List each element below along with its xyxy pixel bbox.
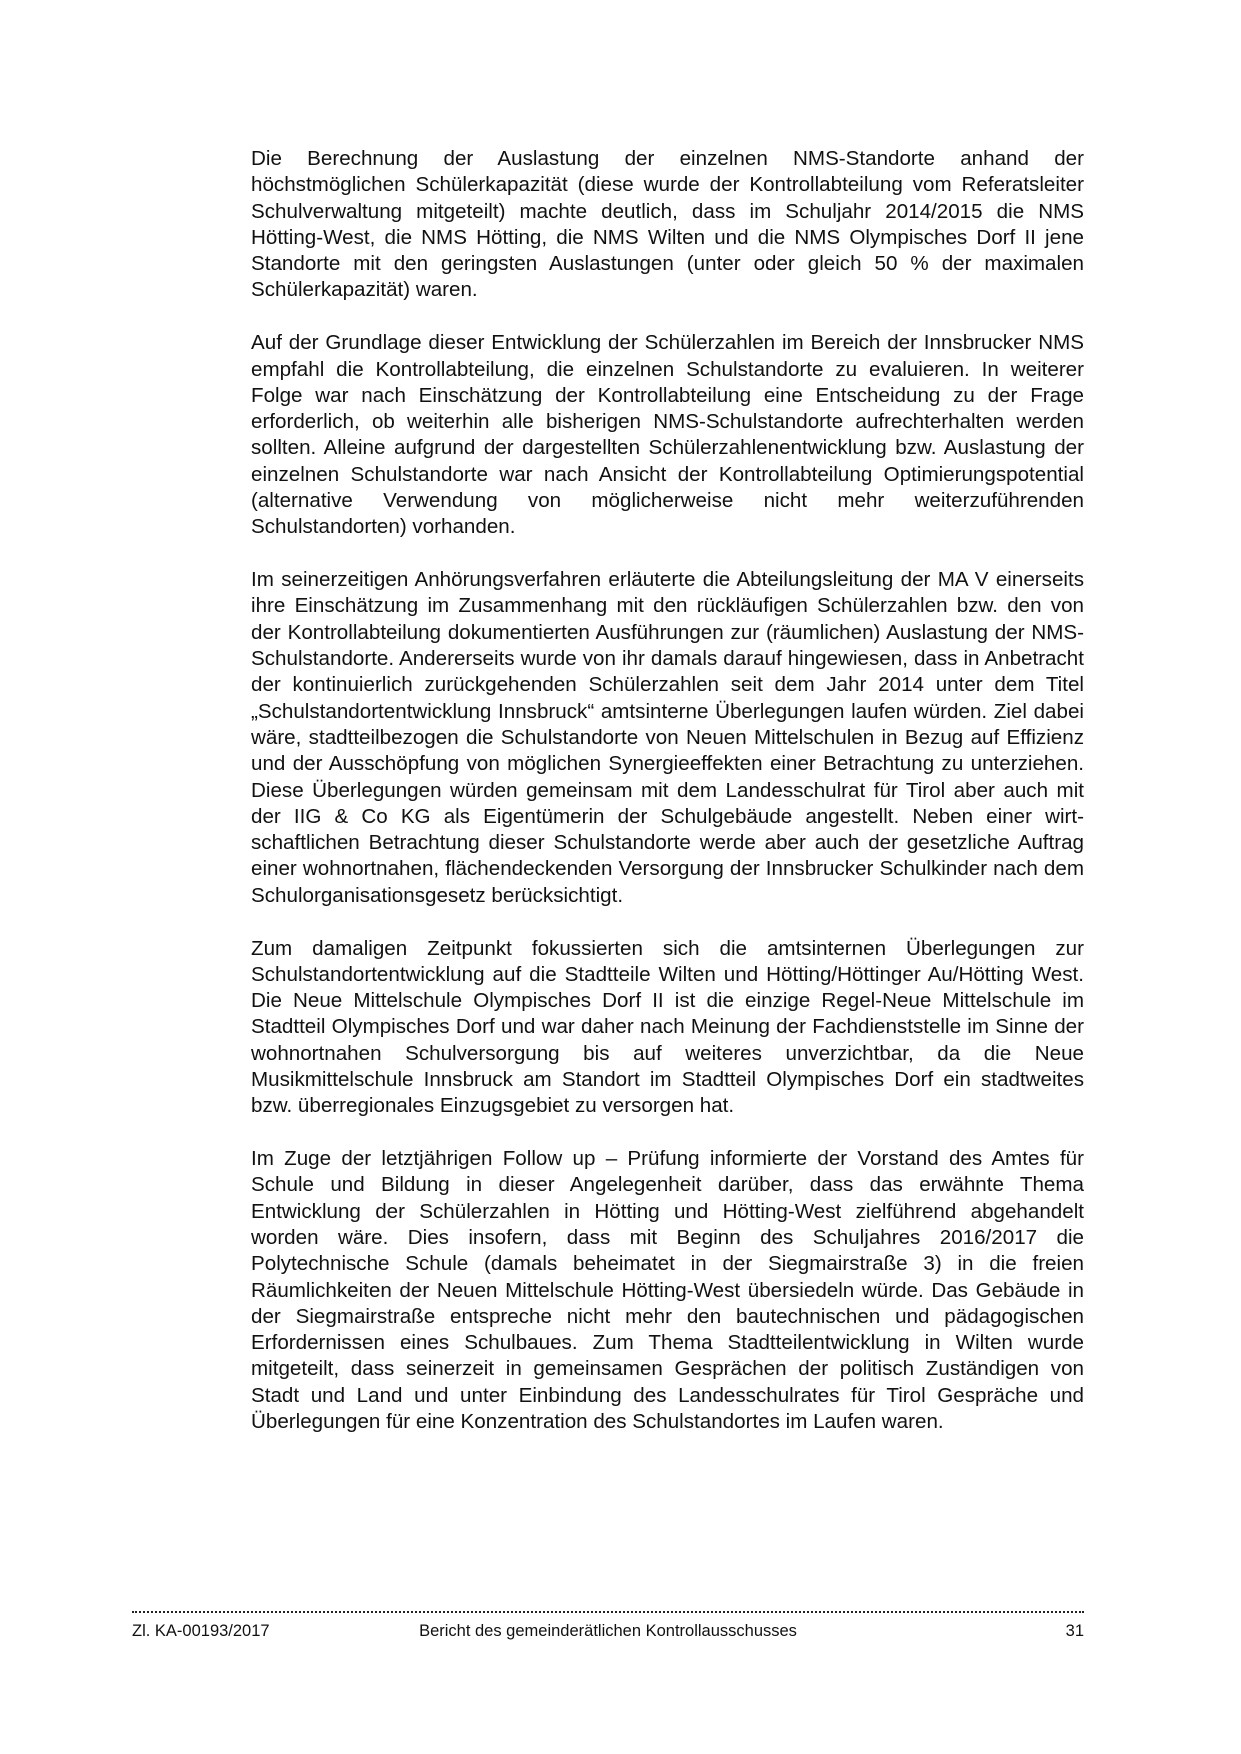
paragraph-auslastung: Die Berechnung der Auslastung der einzelnen NMS-Standorte anhand der höchstmöglichen Schülerkapazität (diese wurde der Kontrollabteilung vom Referatsleiter Schulverwaltung mitgeteilt) machte deutlich, dass im Schuljahr 2014/2015 die NMS Hötting-West, die NMS Hötting, die NMS Wilten und die NMS Olympisches Dorf II jene Standorte mit den geringsten Auslastungen (unter oder gleich 50 % der maximalen Schülerkapazität) waren. — [251, 147, 1084, 302]
paragraph-schulstandortentwicklung: Zum damaligen Zeitpunkt fokussierten sich die amtsinternen Überlegungen zur Schulstandortentwicklung auf die Stadtteile Wilten und Hötting/Höttinger Au/Hötting West. Die Neue Mittelschule Olympisches Dorf II ist die einzige Regel-Neue Mittelschule im Stadtteil Olympisches Dorf und war daher nach Meinung der Fachdienststelle im Sinne der wohnortnahen Schulversorgung bis auf weiteres unverzichtbar, da die Neue Musikmittelschule Innsbruck am Standort im Stadtteil Olympisches Dorf ein stadtweites bzw. überregionales Einzugsgebiet zu versorgen hat. — [251, 936, 1084, 1118]
footer-reference: Zl. KA-00193/2017 — [132, 1622, 270, 1640]
paragraph-follow-up: Im Zuge der letztjährigen Follow up – Prüfung informierte der Vorstand des Amtes für Schule und Bildung in dieser Angelegenheit darüber, dass das erwähnte Thema Entwicklung der Schülerzahlen in Hötting und Hötting-West zielführend abgehandelt worden wäre. Dies insofern, dass mit Beginn des Schuljahres 2016/2017 die Polytechnische Schule (damals beheimatet in der Siegmairstraße 3) in die freien Räumlichkeiten der Neuen Mittelschule Hötting-West übersiedeln würde. Das Gebäude in der Siegmairstraße entspreche nicht mehr den bautechnischen und pädagogischen Erfordernissen eines Schulbaues. Zum Thema Stadtteilentwicklung in Wilten wurde mitgeteilt, dass seinerzeit in gemeinsamen Gesprächen der politisch Zuständigen von Stadt und Land und unter Einbindung des Landesschulrates für Tirol Gespräche und Überlegungen für eine Konzentration des Schulstandortes im Laufen waren. — [251, 1147, 1084, 1434]
paragraph-anhoerungsverfahren: Im seinerzeitigen Anhörungsverfahren erläuterte die Abteilungsleitung der MA V einerseits ihre Einschätzung im Zusammenhang mit den rückläufigen Schülerzahlen bzw. den von der Kontrollabteilung dokumentierten Ausführungen zur (räumlichen) Auslastung der NMS-Schulstandorte. Andererseits wurde von ihr damals darauf hingewiesen, dass in Anbetracht der kontinuierlich zurückgehenden Schülerzahlen seit dem Jahr 2014 unter dem Titel „Schulstandortentwicklung Innsbruck“ amtsinterne Überlegungen laufen würden. Ziel dabei wäre, stadtteilbezogen die Schulstandorte von Neuen Mittelschulen in Bezug auf Effizienz und der Ausschöpfung von möglichen Synergieeffekten einer Betrachtung zu unterziehen. Diese Überlegungen würden gemeinsam mit dem Landesschulrat für Tirol aber auch mit der IIG & Co KG als Eigentümerin der Schulgebäude angestellt. Neben einer wirtschaftlichen Betrachtung dieser Schulstandorte werde aber auch der gesetzliche Auftrag einer wohnortnahen, flächendeckenden Versorgung der Innsbrucker Schulkinder nach dem Schulorganisationsgesetz berücksichtigt. — [251, 568, 1084, 907]
paragraph-grundlage: Auf der Grundlage dieser Entwicklung der Schülerzahlen im Bereich der Innsbrucker NMS empfahl die Kontrollabteilung, die einzelnen Schulstandorte zu evaluieren. In weiterer Folge war nach Einschätzung der Kontrollabteilung eine Entscheidung zu der Frage erforderlich, ob weiterhin alle bisherigen NMS-Schulstandorte aufrechterhalten werden sollten. Alleine aufgrund der dargestellten Schülerzahlenentwicklung bzw. Auslastung der einzelnen Schulstandorte war nach Ansicht der Kontrollabteilung Optimierungspotential (alternative Verwendung von möglicherweise nicht mehr weiterzuführenden Schulstandorten) vorhanden. — [251, 331, 1084, 539]
body-text — [251, 146, 1084, 1462]
footer-title: Bericht des gemeinderätlichen Kontrollausschusses — [419, 1622, 797, 1640]
footer-dotted-divider — [132, 1611, 1084, 1613]
footer-row — [132, 1621, 1084, 1641]
page-number: 31 — [1065, 1622, 1084, 1640]
page-footer — [132, 1611, 1084, 1641]
